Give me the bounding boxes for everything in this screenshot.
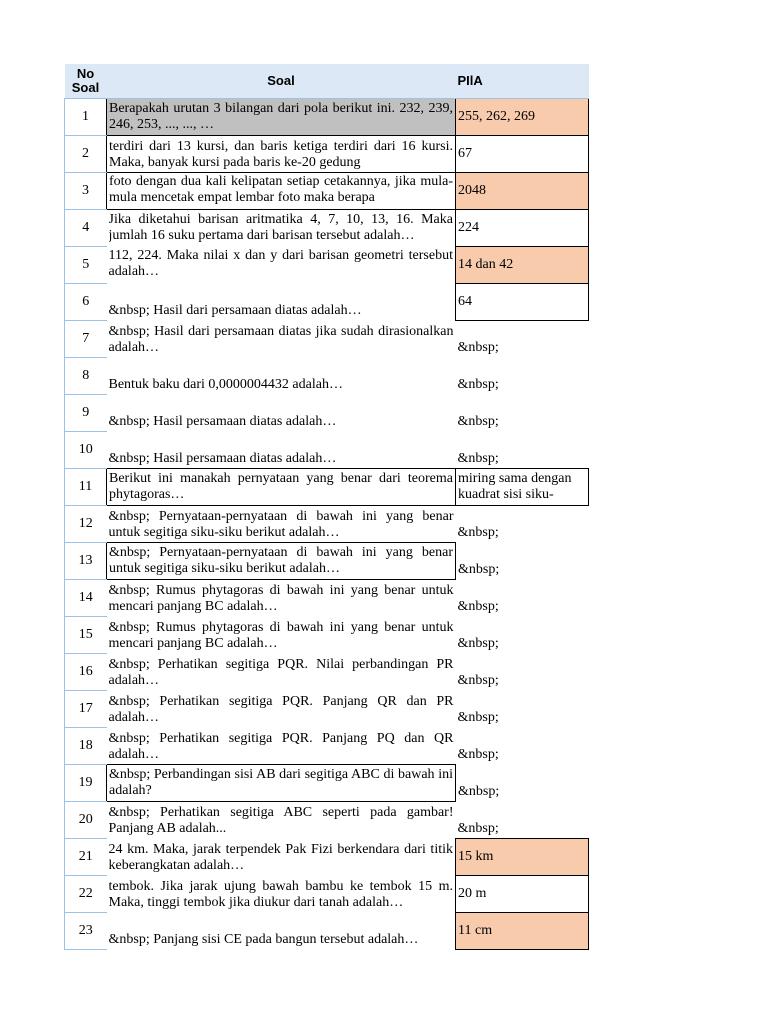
pila-text: miring sama dengan kuadrat sisi siku- bbox=[458, 471, 572, 502]
pila-text: &nbsp; bbox=[458, 784, 500, 799]
cell-no[interactable]: 3 bbox=[65, 173, 107, 210]
cell-soal[interactable] bbox=[107, 876, 456, 913]
cell-pila[interactable] bbox=[456, 913, 589, 950]
cell-pila[interactable] bbox=[456, 173, 589, 210]
cell-pila[interactable] bbox=[456, 321, 589, 358]
cell-no[interactable]: 12 bbox=[65, 506, 107, 543]
cell-no[interactable]: 5 bbox=[65, 247, 107, 284]
table-row bbox=[65, 469, 589, 506]
soal-text: 112, 224. Maka nilai x dan y dari barisan geometri tersebut adalah… bbox=[108, 248, 453, 279]
pila-text: &nbsp; bbox=[458, 562, 500, 577]
table-row bbox=[65, 543, 589, 580]
cell-soal[interactable] bbox=[107, 469, 456, 506]
soal-text: Berapakah urutan 3 bilangan dari pola berikut ini. 232, 239, 246, 253, ..., ..., … bbox=[109, 101, 453, 132]
cell-soal[interactable] bbox=[107, 765, 456, 802]
cell-no[interactable]: 2 bbox=[65, 136, 107, 173]
cell-no[interactable]: 20 bbox=[65, 802, 107, 839]
cell-pila[interactable] bbox=[456, 358, 589, 395]
header-pila[interactable]: PIlA bbox=[456, 64, 589, 99]
table-row bbox=[65, 617, 589, 654]
soal-text: &nbsp; Hasil persamaan diatas adalah… bbox=[108, 450, 337, 466]
table-row bbox=[65, 284, 589, 321]
cell-soal[interactable] bbox=[107, 247, 456, 284]
pila-text: &nbsp; bbox=[457, 710, 499, 725]
header-row bbox=[65, 64, 589, 99]
cell-soal[interactable] bbox=[107, 839, 456, 876]
soal-text: &nbsp; Perhatikan segitiga PQR. Nilai perbandingan PR adalah… bbox=[108, 657, 454, 688]
pila-text: 20 m bbox=[458, 886, 487, 901]
cell-pila[interactable] bbox=[456, 543, 589, 580]
cell-no[interactable]: 22 bbox=[65, 876, 107, 913]
pila-text: &nbsp; bbox=[457, 450, 499, 466]
soal-text: &nbsp; Hasil persamaan diatas adalah… bbox=[108, 414, 337, 429]
cell-no[interactable]: 4 bbox=[65, 210, 107, 247]
cell-no[interactable]: 9 bbox=[65, 395, 107, 432]
table-row bbox=[65, 765, 589, 802]
soal-text: &nbsp; Pernyataan-pernyataan di bawah ini yang benar untuk segitiga siku-siku berikut adalah… bbox=[109, 545, 453, 576]
cell-soal[interactable] bbox=[107, 506, 456, 543]
pila-text: &nbsp; bbox=[457, 414, 499, 429]
table-row bbox=[65, 728, 589, 765]
cell-soal[interactable] bbox=[107, 210, 456, 247]
table-row bbox=[65, 506, 589, 543]
table-row bbox=[65, 580, 589, 617]
table-row bbox=[65, 395, 589, 432]
soal-text: &nbsp; Panjang sisi CE pada bangun tersebut adalah… bbox=[108, 932, 419, 947]
soal-text: &nbsp; Perhatikan segitiga PQR. Panjang QR dan PR adalah… bbox=[108, 694, 454, 725]
cell-pila[interactable] bbox=[456, 136, 589, 173]
soal-text: &nbsp; Perhatikan segitiga ABC seperti pada gambar! Panjang AB adalah... bbox=[108, 805, 454, 837]
soal-text: &nbsp; Pernyataan-pernyataan di bawah ini yang benar untuk segitiga siku-siku berikut adalah… bbox=[108, 509, 454, 540]
soal-text: 24 km. Maka, jarak terpendek Pak Fizi berkendara dari titik keberangkatan adalah… bbox=[108, 842, 453, 873]
cell-soal[interactable] bbox=[107, 358, 456, 395]
cell-pila[interactable] bbox=[456, 839, 589, 876]
table-row bbox=[65, 654, 589, 691]
cell-soal[interactable] bbox=[107, 136, 456, 173]
pila-text: 15 km bbox=[458, 849, 494, 864]
table-row bbox=[65, 321, 589, 358]
cell-pila[interactable] bbox=[456, 876, 589, 913]
cell-soal[interactable] bbox=[107, 395, 456, 432]
soal-text: &nbsp; Rumus phytagoras di bawah ini yang benar untuk mencari panjang BC adalah… bbox=[108, 583, 454, 615]
pila-text: &nbsp; bbox=[457, 599, 499, 614]
cell-no[interactable]: 21 bbox=[65, 839, 107, 876]
cell-no[interactable]: 13 bbox=[65, 543, 107, 580]
soal-text: Bentuk baku dari 0,0000004432 adalah… bbox=[108, 377, 343, 392]
cell-no[interactable]: 17 bbox=[65, 691, 107, 728]
pila-text: &nbsp; bbox=[457, 525, 499, 541]
question-table bbox=[64, 64, 589, 950]
pila-text: 14 dan 42 bbox=[458, 257, 514, 272]
cell-soal[interactable] bbox=[107, 173, 456, 210]
cell-soal[interactable] bbox=[107, 321, 456, 358]
soal-text: &nbsp; Rumus phytagoras di bawah ini yang benar untuk mencari panjang BC adalah… bbox=[108, 620, 454, 651]
cell-soal[interactable] bbox=[107, 802, 456, 839]
cell-pila[interactable] bbox=[456, 210, 589, 247]
table-row bbox=[65, 691, 589, 728]
soal-text: tembok. Jika jarak ujung bawah bambu ke tembok 15 m. Maka, tinggi tembok jika diukur dari tanah adalah… bbox=[108, 879, 453, 910]
cell-pila[interactable] bbox=[456, 802, 589, 839]
pila-text: 224 bbox=[458, 220, 479, 235]
cell-pila[interactable] bbox=[456, 469, 589, 506]
soal-text: Berikut ini manakah pernyataan yang benar dari teorema phytagoras… bbox=[109, 471, 453, 502]
cell-no[interactable]: 15 bbox=[65, 617, 107, 654]
header-soal[interactable]: Soal bbox=[107, 64, 456, 99]
cell-soal[interactable] bbox=[107, 728, 456, 765]
pila-text: 64 bbox=[458, 294, 472, 309]
pila-text: 2048 bbox=[458, 183, 486, 198]
cell-pila[interactable] bbox=[456, 506, 589, 543]
table-row bbox=[65, 136, 589, 173]
table-row bbox=[65, 876, 589, 913]
cell-soal[interactable] bbox=[107, 654, 456, 691]
cell-pila[interactable] bbox=[456, 395, 589, 432]
soal-text: &nbsp; Perbandingan sisi AB dari segitiga ABC di bawah ini adalah? bbox=[109, 767, 453, 798]
soal-text: terdiri dari 13 kursi, dan baris ketiga terdiri dari 16 kursi. Maka, banyak kursi pada baris ke-20 gedung bbox=[109, 139, 453, 170]
soal-text: &nbsp; Hasil dari persamaan diatas jika sudah dirasionalkan adalah… bbox=[108, 324, 454, 355]
cell-soal[interactable] bbox=[107, 543, 456, 580]
cell-soal[interactable] bbox=[107, 284, 456, 321]
table-row bbox=[65, 173, 589, 210]
pila-text: 255, 262, 269 bbox=[458, 109, 535, 124]
cell-soal[interactable] bbox=[107, 913, 456, 950]
cell-pila[interactable] bbox=[456, 728, 589, 765]
table-row bbox=[65, 802, 589, 839]
cell-pila[interactable] bbox=[456, 247, 589, 284]
cell-pila[interactable] bbox=[456, 284, 589, 321]
cell-no[interactable]: 6 bbox=[65, 284, 107, 321]
soal-text: foto dengan dua kali kelipatan setiap cetakannya, jika mula-mula mencetak empat lembar foto maka berapa bbox=[109, 174, 453, 205]
cell-soal[interactable] bbox=[107, 691, 456, 728]
cell-pila[interactable] bbox=[456, 691, 589, 728]
pila-text: &nbsp; bbox=[457, 636, 499, 651]
cell-no[interactable]: 8 bbox=[65, 358, 107, 395]
table-row bbox=[65, 247, 589, 284]
table-row bbox=[65, 358, 589, 395]
cell-no[interactable]: 1 bbox=[65, 99, 107, 136]
pila-text: &nbsp; bbox=[457, 377, 499, 392]
cell-no[interactable]: 19 bbox=[65, 765, 107, 802]
cell-pila[interactable] bbox=[456, 99, 589, 136]
cell-pila[interactable] bbox=[456, 580, 589, 617]
soal-text: &nbsp; Hasil dari persamaan diatas adalah… bbox=[108, 303, 362, 318]
pila-text: 67 bbox=[458, 146, 472, 161]
cell-soal[interactable] bbox=[107, 432, 456, 469]
soal-text: &nbsp; Perhatikan segitiga PQR. Panjang PQ dan QR adalah… bbox=[108, 730, 454, 762]
cell-no[interactable]: 7 bbox=[65, 321, 107, 358]
pila-text: &nbsp; bbox=[457, 673, 499, 688]
table-row bbox=[65, 432, 589, 469]
cell-no[interactable]: 18 bbox=[65, 728, 107, 765]
cell-no[interactable]: 23 bbox=[65, 913, 107, 950]
cell-soal[interactable] bbox=[107, 617, 456, 654]
table-row bbox=[65, 99, 589, 136]
pila-text: &nbsp; bbox=[457, 820, 499, 836]
pila-text: &nbsp; bbox=[457, 340, 499, 356]
pila-text: &nbsp; bbox=[457, 747, 499, 762]
cell-soal[interactable] bbox=[107, 580, 456, 617]
cell-pila[interactable] bbox=[456, 617, 589, 654]
cell-pila[interactable] bbox=[456, 654, 589, 691]
header-no[interactable]: No Soal bbox=[65, 64, 107, 99]
table-row bbox=[65, 839, 589, 876]
cell-no[interactable]: 16 bbox=[65, 654, 107, 691]
soal-text: Jika diketahui barisan aritmatika 4, 7, 10, 13, 16. Maka jumlah 16 suku pertama dari barisan tersebut adalah… bbox=[108, 212, 453, 244]
cell-soal[interactable] bbox=[107, 99, 456, 136]
table-row bbox=[65, 913, 589, 950]
cell-no[interactable]: 10 bbox=[65, 432, 107, 469]
cell-no[interactable]: 11 bbox=[65, 469, 107, 506]
cell-no[interactable]: 14 bbox=[65, 580, 107, 617]
table-row bbox=[65, 210, 589, 247]
pila-text: 11 cm bbox=[458, 923, 493, 938]
cell-pila[interactable] bbox=[456, 765, 589, 802]
cell-pila[interactable] bbox=[456, 432, 589, 469]
